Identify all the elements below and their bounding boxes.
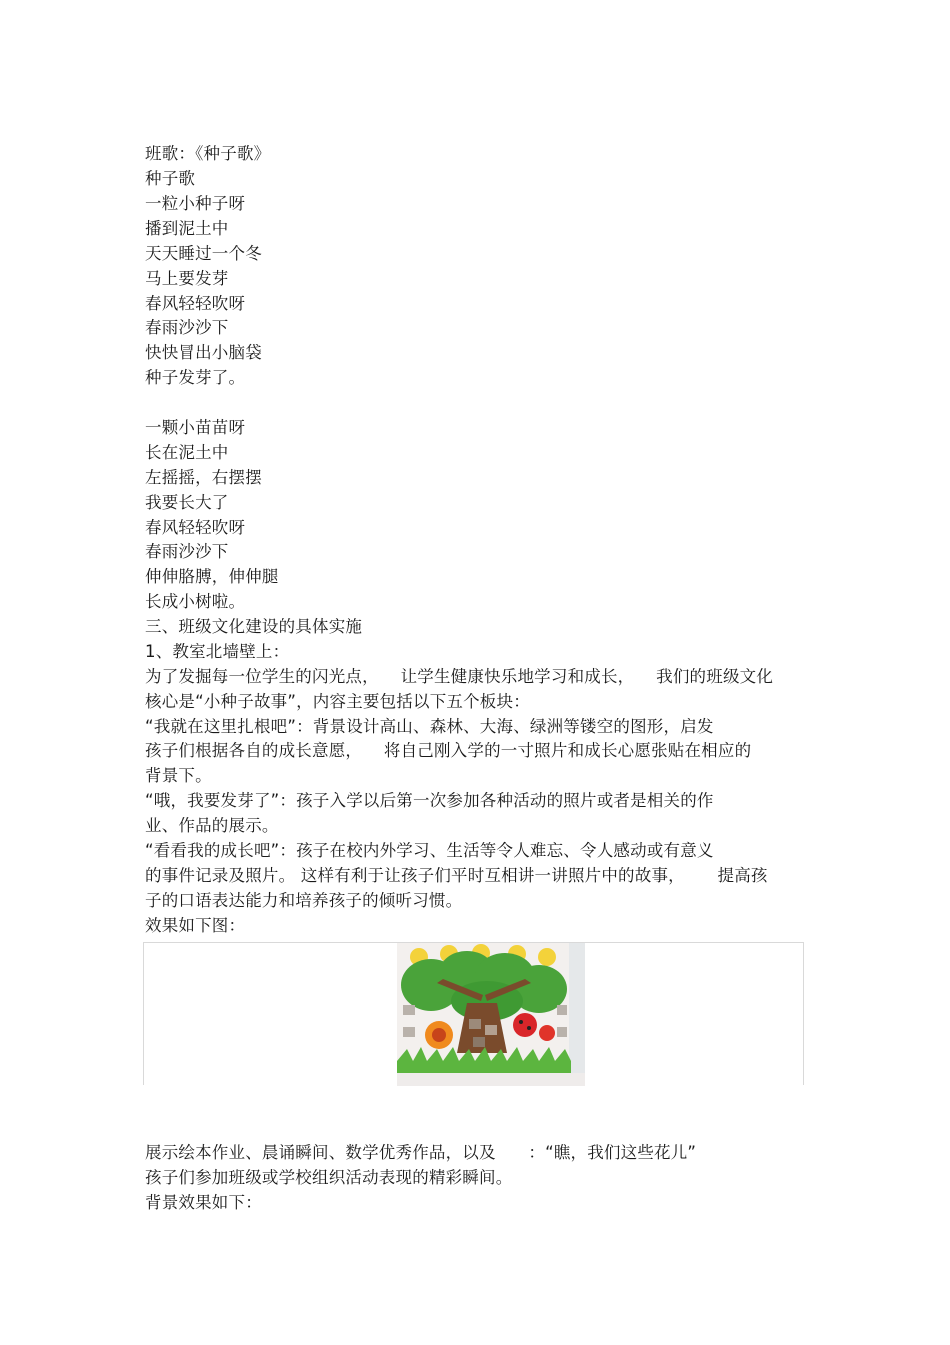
paragraph-line: “哦，我要发芽了”：孩子入学以后第一次参加各种活动的照片或者是相关的作 <box>145 791 714 810</box>
lyric-line: 春雨沙沙下 <box>145 318 229 337</box>
tree-wall-illustration <box>397 943 585 1086</box>
photo-frame <box>143 942 804 1085</box>
section-heading: 三、班级文化建设的具体实施 <box>145 617 363 636</box>
paragraph-line: “我就在这里扎根吧”：背景设计高山、森林、大海、绿洲等镂空的图形，启发 <box>145 717 714 736</box>
lyric-line: 一颗小苗苗呀 <box>145 418 246 437</box>
lyric-line: 播到泥土中 <box>145 219 229 238</box>
paragraph-line: 的事件记录及照片。 这样有利于让孩子们平时互相讲一讲照片中的故事， 提高孩 <box>145 866 768 885</box>
lyric-line: 长在泥土中 <box>145 443 229 462</box>
lyric-line: 春风轻轻吹呀 <box>145 518 246 537</box>
paragraph-line: 展示绘本作业、晨诵瞬间、数学优秀作品，以及 ：“瞧，我们这些花儿” <box>145 1143 697 1162</box>
lyric-line: 马上要发芽 <box>145 269 229 288</box>
classroom-wall-photo <box>397 943 585 1086</box>
lyric-line: 长成小树啦。 <box>145 592 246 611</box>
lyric-line: 种子发芽了。 <box>145 368 246 387</box>
subsection-heading: 1、教室北墙壁上： <box>145 642 290 661</box>
lyric-line: 我要长大了 <box>145 493 229 512</box>
lyric-line: 春雨沙沙下 <box>145 542 229 561</box>
paragraph-line: “看看我的成长吧”：孩子在校内外学习、生活等令人难忘、令人感动或有意义 <box>145 841 714 860</box>
paragraph-line: 背景下。 <box>145 766 212 785</box>
lyric-line: 伸伸胳膊，伸伸腿 <box>145 567 279 586</box>
lyric-line: 快快冒出小脑袋 <box>145 343 262 362</box>
lyric-line: 一粒小种子呀 <box>145 194 246 213</box>
lyric-line: 春风轻轻吹呀 <box>145 294 246 313</box>
class-song-title: 班歌：《种子歌》 <box>145 144 271 163</box>
song-title: 种子歌 <box>145 169 196 188</box>
paragraph-line: 业、作品的展示。 <box>145 816 279 835</box>
sunflower-decoration <box>425 1021 453 1049</box>
paragraph-line: 子的口语表达能力和培养孩子的倾听习惯。 <box>145 891 463 910</box>
paragraph-line: 为了发掘每一位学生的闪光点， 让学生健康快乐地学习和成长， 我们的班级文化 <box>145 667 774 686</box>
figure-caption: 效果如下图： <box>145 916 246 935</box>
lyric-line: 左摇摇，右摆摆 <box>145 468 262 487</box>
paragraph-line: 孩子们参加班级或学校组织活动表现的精彩瞬间。 <box>145 1168 513 1187</box>
paragraph-line: 核心是“小种子故事”，内容主要包括以下五个板块： <box>145 692 530 711</box>
lyric-line: 天天睡过一个冬 <box>145 244 262 263</box>
figure-caption: 背景效果如下： <box>145 1193 262 1212</box>
paragraph-line: 孩子们根据各自的成长意愿， 将自己刚入学的一寸照片和成长心愿张贴在相应的 <box>145 741 752 760</box>
